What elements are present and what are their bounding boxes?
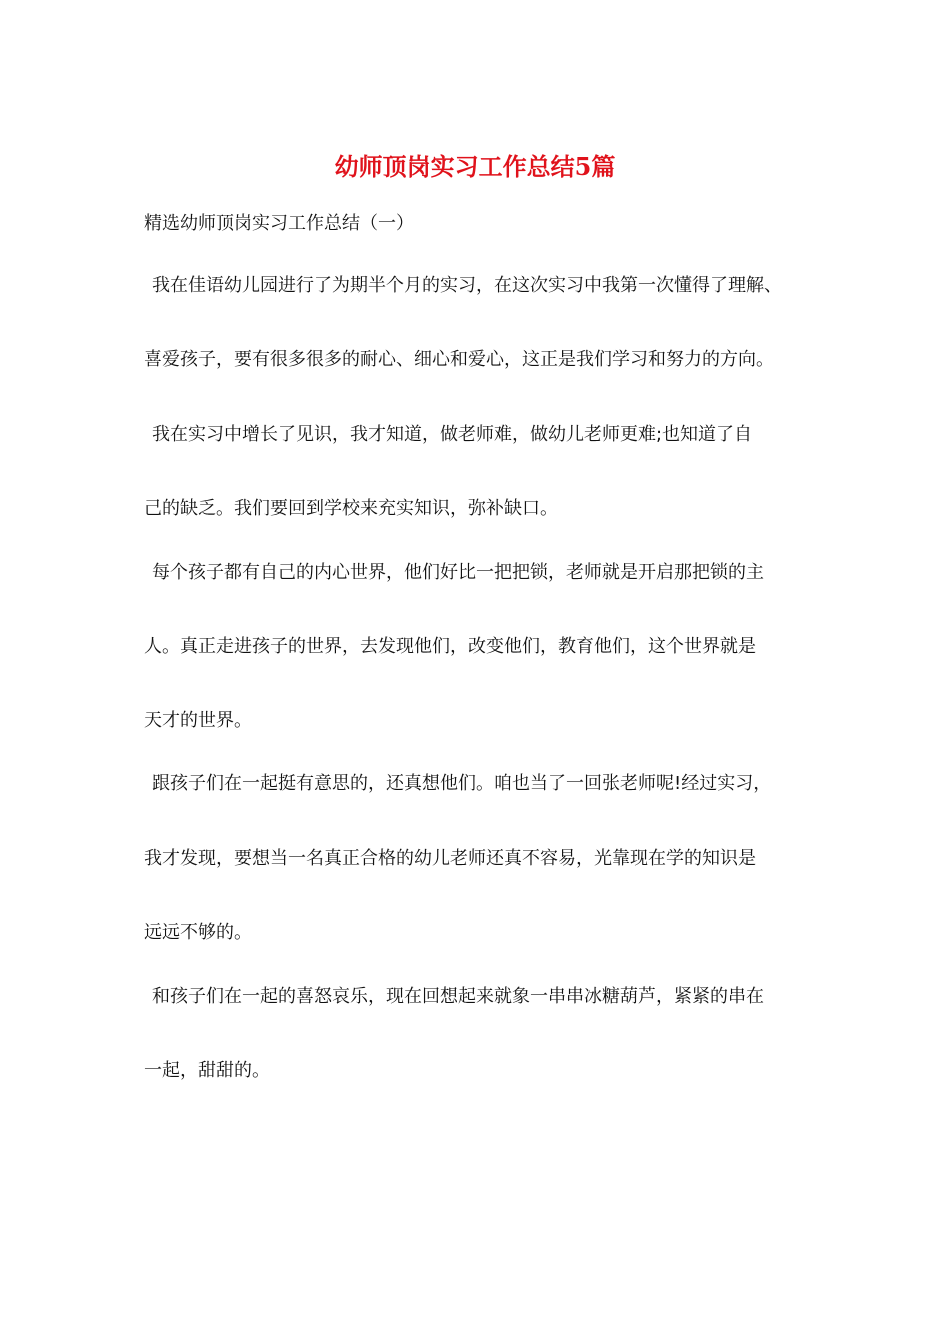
section-heading: 精选幼师顶岗实习工作总结（一） — [144, 213, 414, 234]
paragraph-line: 我在实习中增长了见识，我才知道，做老师难，做幼儿老师更难;也知道了自 — [152, 424, 753, 445]
paragraph-line: 喜爱孩子，要有很多很多的耐心、细心和爱心，这正是我们学习和努力的方向。 — [144, 349, 774, 370]
paragraph-line: 和孩子们在一起的喜怒哀乐，现在回想起来就象一串串冰糖葫芦，紧紧的串在 — [152, 986, 764, 1007]
paragraph-line: 人。真正走进孩子的世界，去发现他们，改变他们，教育他们，这个世界就是 — [144, 636, 756, 657]
paragraph-line: 远远不够的。 — [144, 922, 252, 943]
paragraph-line: 我才发现，要想当一名真正合格的幼儿老师还真不容易，光靠现在学的知识是 — [144, 848, 756, 869]
paragraph-line: 天才的世界。 — [144, 710, 252, 731]
paragraph-line: 己的缺乏。我们要回到学校来充实知识，弥补缺口。 — [144, 498, 558, 519]
document-title: 幼师顶岗实习工作总结5篇 — [334, 152, 616, 181]
paragraph-line: 一起，甜甜的。 — [144, 1060, 270, 1081]
paragraph-line: 每个孩子都有自己的内心世界，他们好比一把把锁，老师就是开启那把锁的主 — [152, 562, 764, 583]
paragraph-line: 我在佳语幼儿园进行了为期半个月的实习，在这次实习中我第一次懂得了理解、 — [152, 275, 782, 296]
paragraph-line: 跟孩子们在一起挺有意思的，还真想他们。咱也当了一回张老师呢!经过实习， — [152, 773, 772, 794]
